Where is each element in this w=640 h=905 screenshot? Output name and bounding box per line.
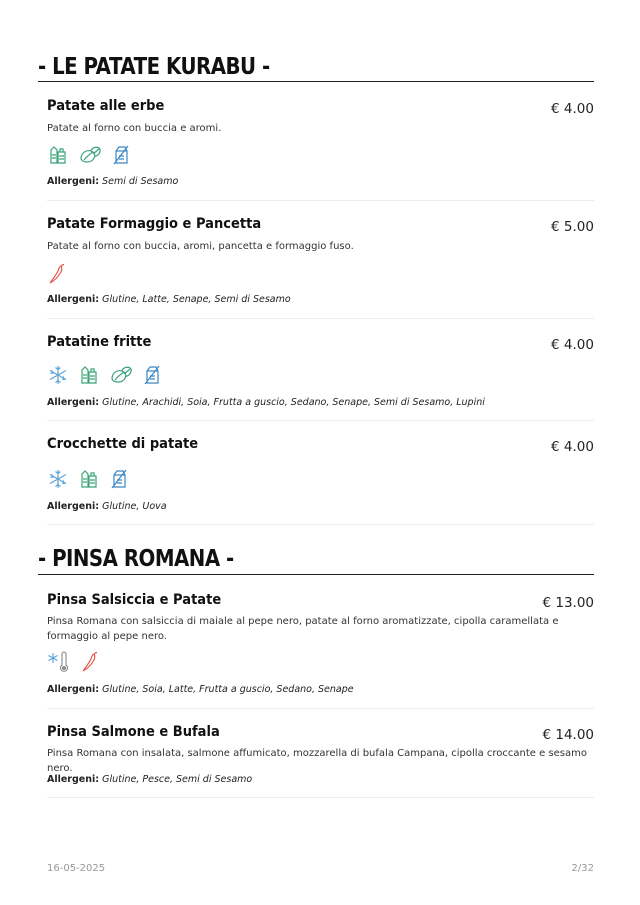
allergens-label: Allergeni: bbox=[47, 397, 100, 408]
footer-page-number: 2/32 bbox=[571, 863, 594, 874]
leaf-icon bbox=[78, 144, 102, 166]
section-divider bbox=[38, 574, 594, 575]
allergens-list: Semi di Sesamo bbox=[102, 176, 179, 187]
allergens-label: Allergeni: bbox=[47, 684, 100, 695]
leaf-icon bbox=[109, 364, 133, 386]
item-name: Patate alle erbe bbox=[47, 98, 165, 114]
item-icons bbox=[47, 143, 131, 167]
menu-item[interactable] bbox=[47, 334, 594, 421]
allergens-label: Allergeni: bbox=[47, 501, 100, 512]
item-name: Crocchette di patate bbox=[47, 436, 199, 452]
section-divider bbox=[38, 81, 594, 82]
allergens-list: Glutine, Soia, Latte, Frutta a guscio, Sedano, Senape bbox=[102, 684, 354, 695]
allergens-label: Allergeni: bbox=[47, 774, 100, 785]
gluten-free-icon bbox=[111, 144, 131, 166]
item-name: Patate Formaggio e Pancetta bbox=[47, 216, 262, 232]
item-price: € 14.00 bbox=[542, 727, 594, 743]
item-allergens bbox=[47, 397, 485, 408]
allergens-label: Allergeni: bbox=[47, 294, 100, 305]
item-icons bbox=[47, 650, 100, 674]
item-price: € 4.00 bbox=[551, 337, 594, 353]
item-icons bbox=[47, 467, 129, 491]
chili-icon bbox=[80, 651, 100, 673]
item-name: Patatine fritte bbox=[47, 334, 152, 350]
section-patate bbox=[38, 52, 594, 512]
item-allergens bbox=[47, 294, 291, 305]
section-title: - LE PATATE KURABU - bbox=[38, 54, 270, 80]
item-price: € 4.00 bbox=[551, 439, 594, 455]
item-name: Pinsa Salsiccia e Patate bbox=[47, 592, 222, 608]
item-price: € 4.00 bbox=[551, 101, 594, 117]
item-allergens bbox=[47, 501, 167, 512]
allergens-label: Allergeni: bbox=[47, 176, 100, 187]
frozen-icon bbox=[47, 364, 69, 386]
item-description: Pinsa Romana con insalata, salmone affumicato, mozzarella di bufala Campana, cipolla croccante e sesamo nero. bbox=[47, 748, 587, 774]
vegetarian-icon bbox=[78, 468, 100, 490]
item-price: € 5.00 bbox=[551, 219, 594, 235]
frozen-thermometer-icon bbox=[47, 651, 71, 673]
menu-item[interactable] bbox=[47, 98, 594, 201]
section-pinsa bbox=[38, 544, 594, 785]
item-icons bbox=[47, 262, 67, 286]
item-price: € 13.00 bbox=[542, 595, 594, 611]
item-description: Patate al forno con buccia e aromi. bbox=[47, 123, 222, 134]
item-icons bbox=[47, 363, 162, 387]
allergens-list: Glutine, Latte, Senape, Semi di Sesamo bbox=[102, 294, 291, 305]
item-allergens bbox=[47, 176, 178, 187]
item-description: Patate al forno con buccia, aromi, pancetta e formaggio fuso. bbox=[47, 241, 354, 252]
item-description: Pinsa Romana con salsiccia di maiale al pepe nero, patate al forno aromatizzate, cipolla caramellata e formaggio al pepe nero. bbox=[47, 616, 559, 642]
gluten-free-icon bbox=[142, 364, 162, 386]
menu-item[interactable] bbox=[47, 216, 594, 319]
chili-icon bbox=[47, 263, 67, 285]
section-title: - PINSA ROMANA - bbox=[38, 546, 234, 572]
menu-item[interactable] bbox=[47, 592, 594, 709]
item-allergens bbox=[47, 684, 354, 695]
frozen-icon bbox=[47, 468, 69, 490]
gluten-free-icon bbox=[109, 468, 129, 490]
footer-date: 16-05-2025 bbox=[47, 863, 106, 874]
menu-item[interactable] bbox=[47, 724, 594, 798]
item-name: Pinsa Salmone e Bufala bbox=[47, 724, 220, 740]
vegetarian-icon bbox=[78, 364, 100, 386]
allergens-list: Glutine, Arachidi, Soia, Frutta a guscio, Sedano, Senape, Semi di Sesamo, Lupini bbox=[102, 397, 485, 408]
menu-item[interactable] bbox=[47, 436, 594, 525]
allergens-list: Glutine, Pesce, Semi di Sesamo bbox=[102, 774, 253, 785]
vegetarian-icon bbox=[47, 144, 69, 166]
allergens-list: Glutine, Uova bbox=[102, 501, 167, 512]
item-allergens bbox=[47, 774, 252, 785]
